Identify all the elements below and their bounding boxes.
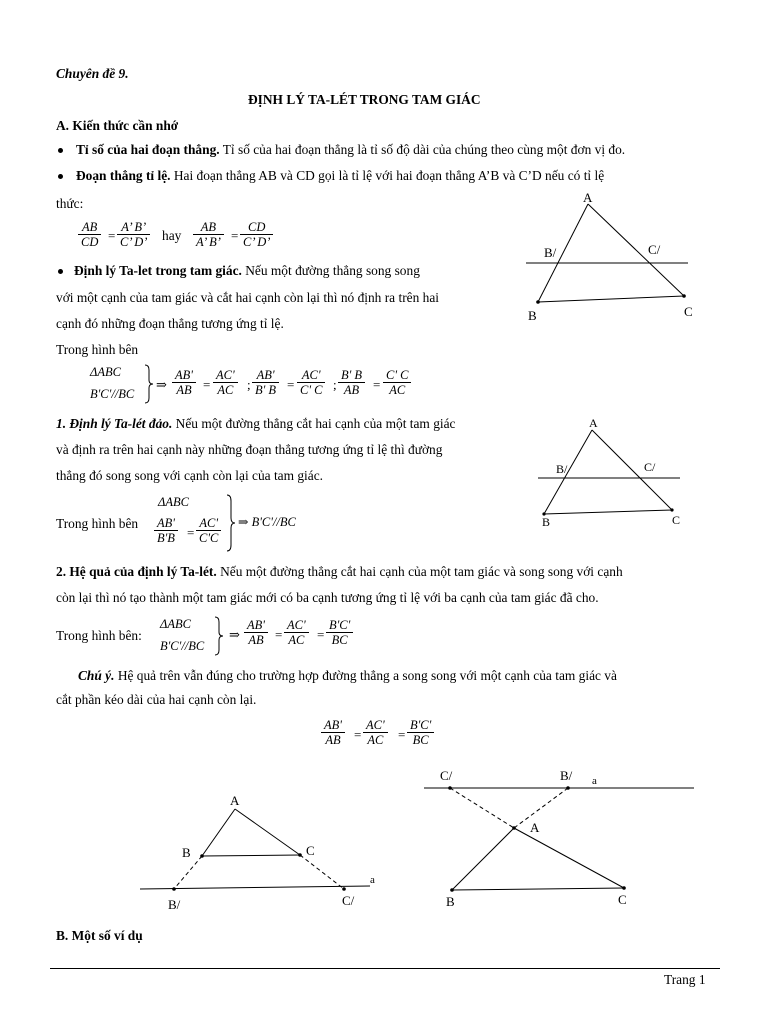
implies-arrow: ⇒: [156, 377, 167, 392]
side-ab: [202, 809, 235, 856]
label-b: B: [528, 308, 537, 323]
note-text: Hệ quả trên vẫn đúng cho trường hợp đường thẳng a song song với một cạnh của tam giác và: [114, 668, 617, 683]
converse-text: Nếu một đường thẳng cắt hai cạnh của một tam giác: [172, 416, 456, 431]
label-c: C: [618, 892, 627, 907]
label-a: A: [230, 793, 240, 808]
label-b: B: [446, 894, 455, 909]
corollary-line2: còn lại thì nó tạo thành một tam giác mới có ba cạnh tương ứng tỉ lệ với ba cạnh của tam giác đã cho.: [56, 590, 599, 605]
point-bp: [566, 786, 570, 790]
side-ac: [592, 430, 672, 510]
point-b: [200, 854, 204, 858]
diagram-converse-triangle: [534, 412, 704, 532]
label-cp: C/: [342, 893, 355, 908]
side-bc: [202, 855, 300, 856]
equals-sign: =: [398, 727, 406, 742]
item-proportional-term: Đoạn thẳng tỉ lệ.: [76, 168, 171, 183]
corollary-ratio-3: $\frac{B'C'}{BC}$: [326, 618, 353, 647]
converse-ratio-abp-bpb: $\frac{AB'}{B'B}$: [154, 516, 178, 545]
label-b: B: [182, 845, 191, 860]
corollary-hypothesis-triangle: ΔABC: [160, 617, 191, 631]
chapter-label: Chuyên đề 9.: [56, 66, 129, 81]
diagram-corollary-opposite: [418, 764, 718, 914]
section-b-heading: B. Một số ví dụ: [56, 928, 143, 943]
item-ratio-text: Tỉ số của hai đoạn thẳng là tỉ số độ dài của chúng theo cùng một đơn vị đo.: [219, 142, 626, 157]
label-c: C: [672, 513, 681, 527]
label-line-a: a: [370, 874, 375, 886]
converse-hypothesis-triangle: ΔABC: [158, 495, 189, 509]
converse-conclusion: ⇒ B'C'//BC: [238, 515, 296, 529]
equals-sign: =: [108, 228, 116, 243]
diagram-thales-triangle: [520, 190, 710, 325]
equals-sign: =: [231, 228, 239, 243]
page-title: ĐỊNH LÝ TA-LÉT TRONG TAM GIÁC: [248, 92, 481, 107]
point-c: [670, 508, 673, 511]
extension-ab: [174, 856, 202, 889]
point-b: [536, 300, 540, 304]
item-thales-term: Định lý Ta-let trong tam giác.: [74, 263, 242, 278]
corollary-ratio-2: $\frac{AC'}{AC}$: [284, 618, 309, 647]
point-cp: [342, 887, 346, 891]
corollary-label: Trong hình bên:: [56, 628, 142, 643]
point-c: [682, 294, 686, 298]
implies-arrow: ⇒: [229, 627, 240, 642]
item-proportional-text: Hai đoạn thẳng AB và CD gọi là tỉ lệ với hai đoạn thẳng A’B và C’D nếu có tỉ lệ: [170, 168, 605, 183]
ratio-acp-cpc: $\frac{AC'}{C' C}$: [297, 368, 325, 397]
trong-hinh-ben-label: Trong hình bên: [56, 342, 139, 357]
label-bp: B/: [560, 768, 573, 783]
label-cp: C/: [440, 768, 453, 783]
corollary-ratio-1: $\frac{AB'}{AB}$: [244, 618, 268, 647]
equals-sign: =: [203, 377, 211, 392]
fraction-apbp-cpdp: $\frac{A’ B’}{C’ D’}$: [117, 220, 150, 249]
item-ratio-definition: [76, 142, 625, 158]
label-c: C: [306, 843, 315, 858]
right-brace-icon: [144, 364, 154, 404]
point-a: [512, 826, 516, 830]
fraction-ab-apbp: $\frac{AB}{A’ B’}$: [193, 220, 224, 249]
point-b: [450, 888, 454, 892]
bullet-icon: [58, 148, 63, 153]
side-ab: [452, 828, 514, 890]
note-line2: cắt phần kéo dài của hai cạnh còn lại.: [56, 692, 257, 707]
side-ac: [514, 828, 624, 888]
side-bc: [452, 888, 624, 890]
equals-sign: =: [275, 627, 283, 642]
label-cp: C/: [644, 460, 656, 474]
converse-ratio-acp-cpc: $\frac{AC'}{C'C}$: [196, 516, 221, 545]
separator: ;: [333, 377, 337, 392]
side-bc: [544, 510, 672, 514]
ratio-abp-ab: $\frac{AB'}{AB}$: [172, 368, 196, 397]
side-ac: [235, 809, 300, 855]
fraction-ab-cd: $\frac{AB}{CD}$: [78, 220, 101, 249]
diagram-corollary-extension: [130, 785, 390, 915]
note-ratio-2: $\frac{AC'}{AC}$: [363, 718, 388, 747]
item-proportional-line2: thức:: [56, 196, 84, 211]
label-line-a: a: [592, 775, 597, 787]
converse-line1: [56, 416, 456, 432]
equals-sign: =: [354, 727, 362, 742]
item-ratio-term: Tỉ số của hai đoạn thẳng.: [76, 142, 220, 157]
item-thales-line1: [74, 263, 420, 279]
label-cp: C/: [648, 242, 661, 257]
label-a: A: [530, 820, 540, 835]
equals-sign: =: [187, 525, 195, 540]
note-ratio-3: $\frac{B'C'}{BC}$: [407, 718, 434, 747]
point-c: [622, 886, 626, 890]
section-a-heading: A. Kiến thức cần nhớ: [56, 118, 179, 133]
ratio-cpc-ac: $\frac{C' C}{AC}$: [383, 368, 411, 397]
converse-title: 1. Định lý Ta-lét đảo.: [56, 416, 173, 431]
bullet-icon: [58, 269, 63, 274]
point-bp: [172, 887, 176, 891]
converse-label: Trong hình bên: [56, 516, 139, 531]
equals-sign: =: [373, 377, 381, 392]
bullet-icon: [58, 174, 63, 179]
point-c: [298, 853, 302, 857]
right-brace-icon: [214, 616, 224, 656]
separator: ;: [247, 377, 251, 392]
item-proportional-line1: [76, 168, 604, 184]
ratio-bpb-ab: $\frac{B' B}{AB}$: [338, 368, 365, 397]
corollary-text: Nếu một đường thẳng cắt hai cạnh của một tam giác và song song với cạnh: [216, 564, 623, 579]
converse-line2: và định ra trên hai cạnh này những đoạn thẳng tương ứng tỉ lệ thì đường: [56, 442, 443, 457]
label-a: A: [589, 416, 598, 430]
word-hay: hay: [162, 228, 182, 243]
item-thales-line2: với một cạnh của tam giác và cắt hai cạnh còn lại thì nó định ra trên hai: [56, 290, 439, 305]
ratio-abp-bpb: $\frac{AB'}{B' B}$: [252, 368, 279, 397]
label-bp: B/: [168, 897, 181, 912]
corollary-line1: [56, 564, 623, 580]
page-number: Trang 1: [664, 972, 706, 987]
note-line1: [78, 668, 617, 684]
side-bc: [538, 296, 684, 302]
label-bp: B/: [544, 245, 557, 260]
ratio-acp-ac: $\frac{AC'}{AC}$: [213, 368, 238, 397]
corollary-title: 2. Hệ quả của định lý Ta-lét.: [56, 564, 217, 579]
extension-ab: [514, 788, 568, 828]
hypothesis-parallel: B'C'//BC: [90, 387, 135, 401]
point-cp: [448, 786, 452, 790]
footer-divider: [50, 968, 720, 969]
extension-ac: [300, 855, 344, 889]
label-a: A: [583, 190, 593, 205]
extension-ac: [450, 788, 514, 828]
item-thales-line3: cạnh đó những đoạn thẳng tương ứng tỉ lệ.: [56, 316, 284, 331]
note-label: Chú ý.: [78, 668, 115, 683]
hypothesis-triangle: ΔABC: [90, 365, 121, 379]
label-bp: B/: [556, 462, 568, 476]
right-brace-icon: [226, 494, 236, 552]
side-ab: [544, 430, 592, 514]
label-b: B: [542, 515, 551, 529]
item-thales-text: Nếu một đường thẳng song song: [241, 263, 420, 278]
fraction-cd-cpdp: $\frac{CD}{C’ D’}$: [240, 220, 273, 249]
label-c: C: [684, 304, 693, 319]
side-ac: [588, 204, 684, 296]
equals-sign: =: [317, 627, 325, 642]
note-ratio-1: $\frac{AB'}{AB}$: [321, 718, 345, 747]
converse-line3: thẳng đó song song với cạnh còn lại của tam giác.: [56, 468, 324, 483]
equals-sign: =: [287, 377, 295, 392]
corollary-hypothesis-parallel: B'C'//BC: [160, 639, 205, 653]
